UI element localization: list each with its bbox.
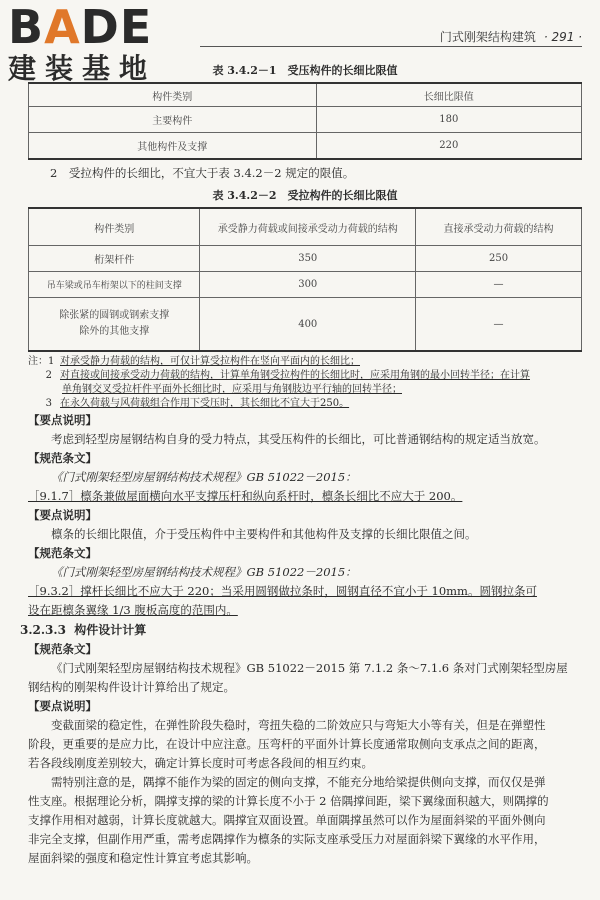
heading-key-points: 【要点说明】 xyxy=(28,699,97,713)
paragraph: 《门式刚架轻型房屋钢结构技术规程》GB 51022－2015： xyxy=(51,565,357,579)
table-cell: 除张紧的圆钢或钢索支撑 除外的其他支撑 xyxy=(29,298,200,352)
running-header xyxy=(440,28,582,45)
logo-subtitle: 建装基地 xyxy=(8,52,157,85)
table-header-cell: 长细比限值 xyxy=(316,83,581,107)
paragraph: 变截面梁的稳定性，在弹性阶段失稳时，弯扭失稳的二阶效应只与弯矩大小等有关，但是在弹塑性 xyxy=(51,718,546,732)
table-cell: 其他构件及支撑 xyxy=(29,133,317,160)
paragraph: 钢结构的刚架构件设计计算给出了规定。 xyxy=(28,680,235,694)
table-cell: 250 xyxy=(416,246,582,272)
section-heading xyxy=(20,620,582,640)
table-row xyxy=(29,133,582,160)
heading-key-points: 【要点说明】 xyxy=(28,508,97,522)
table-header-cell: 构件类别 xyxy=(29,208,200,246)
table-cell: 220 xyxy=(316,133,581,160)
note-1: 注：1 对承受静力荷载的结构，可仅计算受拉构件在竖向平面内的长细比； xyxy=(28,356,360,367)
paragraph: ［9.3.2］撑杆长细比不应大于 220；当采用圆钢做拉条时，圆钢直径不宜小于 10mm。圆钢拉条可 xyxy=(28,584,537,598)
table1-caption: 表 3.4.2－1 受压构件的长细比限值 xyxy=(212,64,398,77)
paragraph: 阶段，更重要的是应力比，在设计中应注意。压弯杆的平面外计算长度通常取侧向支承点之间的距离， xyxy=(28,737,546,751)
paragraph: 考虑到轻型房屋钢结构自身的受力特点，其受压构件的长细比，可比普通钢结构的规定适当放宽。 xyxy=(51,432,546,446)
note-2: 2 对直接或间接承受动力荷载的结构，计算单角钢受拉构件的长细比时，应采用角钢的最小回转半径；在计算 xyxy=(45,370,530,381)
item-2: 2 受拉构件的长细比，不宜大于表 3.4.2－2 规定的限值。 xyxy=(50,166,355,180)
paragraph: 需特别注意的是，隅撑不能作为梁的固定的侧向支撑，不能充分地给梁提供侧向支撑，而仅仅是弹 xyxy=(51,775,546,789)
table-row xyxy=(29,246,582,272)
table2 xyxy=(28,207,582,352)
page-content xyxy=(20,58,582,868)
paragraph: 《门式刚架轻型房屋钢结构技术规程》GB 51022－2015 第 7.1.2 条～7.1.6 条对门式刚架轻型房屋 xyxy=(51,661,568,675)
header-rule xyxy=(200,46,582,47)
table-header-cell: 直接承受动力荷载的结构 xyxy=(416,208,582,246)
table-cell: 350 xyxy=(200,246,416,272)
table-row xyxy=(29,107,582,133)
heading-code-clause: 【规范条文】 xyxy=(28,546,97,560)
table-cell: 桁架杆件 xyxy=(29,246,200,272)
note-3: 3 在永久荷载与风荷载组合作用下受压时，其长细比不宜大于250。 xyxy=(45,398,350,409)
paragraph: 屋面斜梁的强度和稳定性计算宜考虑其影响。 xyxy=(28,851,258,865)
paragraph: 设在距檩条翼缘 1/3 腹板高度的范围内。 xyxy=(28,603,238,617)
heading-key-points: 【要点说明】 xyxy=(28,413,97,427)
table-cell: 吊车梁或吊车桁架以下的柱间支撑 xyxy=(29,272,200,298)
table-cell: 300 xyxy=(200,272,416,298)
table-header-row xyxy=(29,208,582,246)
note-2-cont: 单角钢交叉受拉杆件平面外长细比时，应采用与角钢肢边平行轴的回转半径； xyxy=(62,384,402,395)
paragraph: 《门式刚架轻型房屋钢结构技术规程》GB 51022－2015： xyxy=(51,470,357,484)
table-row xyxy=(29,272,582,298)
page-number: · 291 · xyxy=(543,30,582,44)
table-header-cell: 承受静力荷载或间接承受动力荷载的结构 xyxy=(200,208,416,246)
paragraph: 性支座。根据理论分析，隅撑支撑的梁的计算长度不小于 2 倍隅撑间距，梁下翼缘面积越大，则隅撑的 xyxy=(28,794,549,808)
table-notes xyxy=(28,355,582,411)
paragraph: ［9.1.7］檩条兼做屋面横向水平支撑压杆和纵向系杆时，檩条长细比不应大于 200。 xyxy=(28,489,463,503)
table-cell: — xyxy=(416,298,582,352)
table-cell: 主要构件 xyxy=(29,107,317,133)
table-header-cell: 构件类别 xyxy=(29,83,317,107)
paragraph: 若各段线刚度差别较大，确定计算长度时可考虑各段间的相互约束。 xyxy=(28,756,373,770)
section-number: 3.2.3.3 xyxy=(20,623,66,637)
header-title: 门式刚架结构建筑 xyxy=(439,30,536,44)
paragraph: 非完全支撑，但副作用严重，需考虑隅撑作为檩条的实际支座承受压力对屋面斜梁下翼缘的水平作用， xyxy=(28,832,546,846)
table1 xyxy=(28,82,582,160)
table-cell: 180 xyxy=(316,107,581,133)
table2-caption: 表 3.4.2－2 受拉构件的长细比限值 xyxy=(212,189,398,202)
table-header-row xyxy=(29,83,582,107)
heading-code-clause: 【规范条文】 xyxy=(28,642,97,656)
heading-code-clause: 【规范条文】 xyxy=(28,451,97,465)
section-title: 构件设计计算 xyxy=(74,623,147,637)
paragraph: 檩条的长细比限值，介于受压构件中主要构件和其他构件及支撑的长细比限值之间。 xyxy=(51,527,477,541)
logo-wordmark: BADE xyxy=(8,0,153,54)
table-row xyxy=(29,298,582,352)
paragraph: 支撑作用相对越弱，计算长度就越大。隅撑宜双面设置。单面隅撑虽然可以作为屋面斜梁的平面外侧向 xyxy=(28,813,546,827)
table-cell: 400 xyxy=(200,298,416,352)
table-cell: — xyxy=(416,272,582,298)
